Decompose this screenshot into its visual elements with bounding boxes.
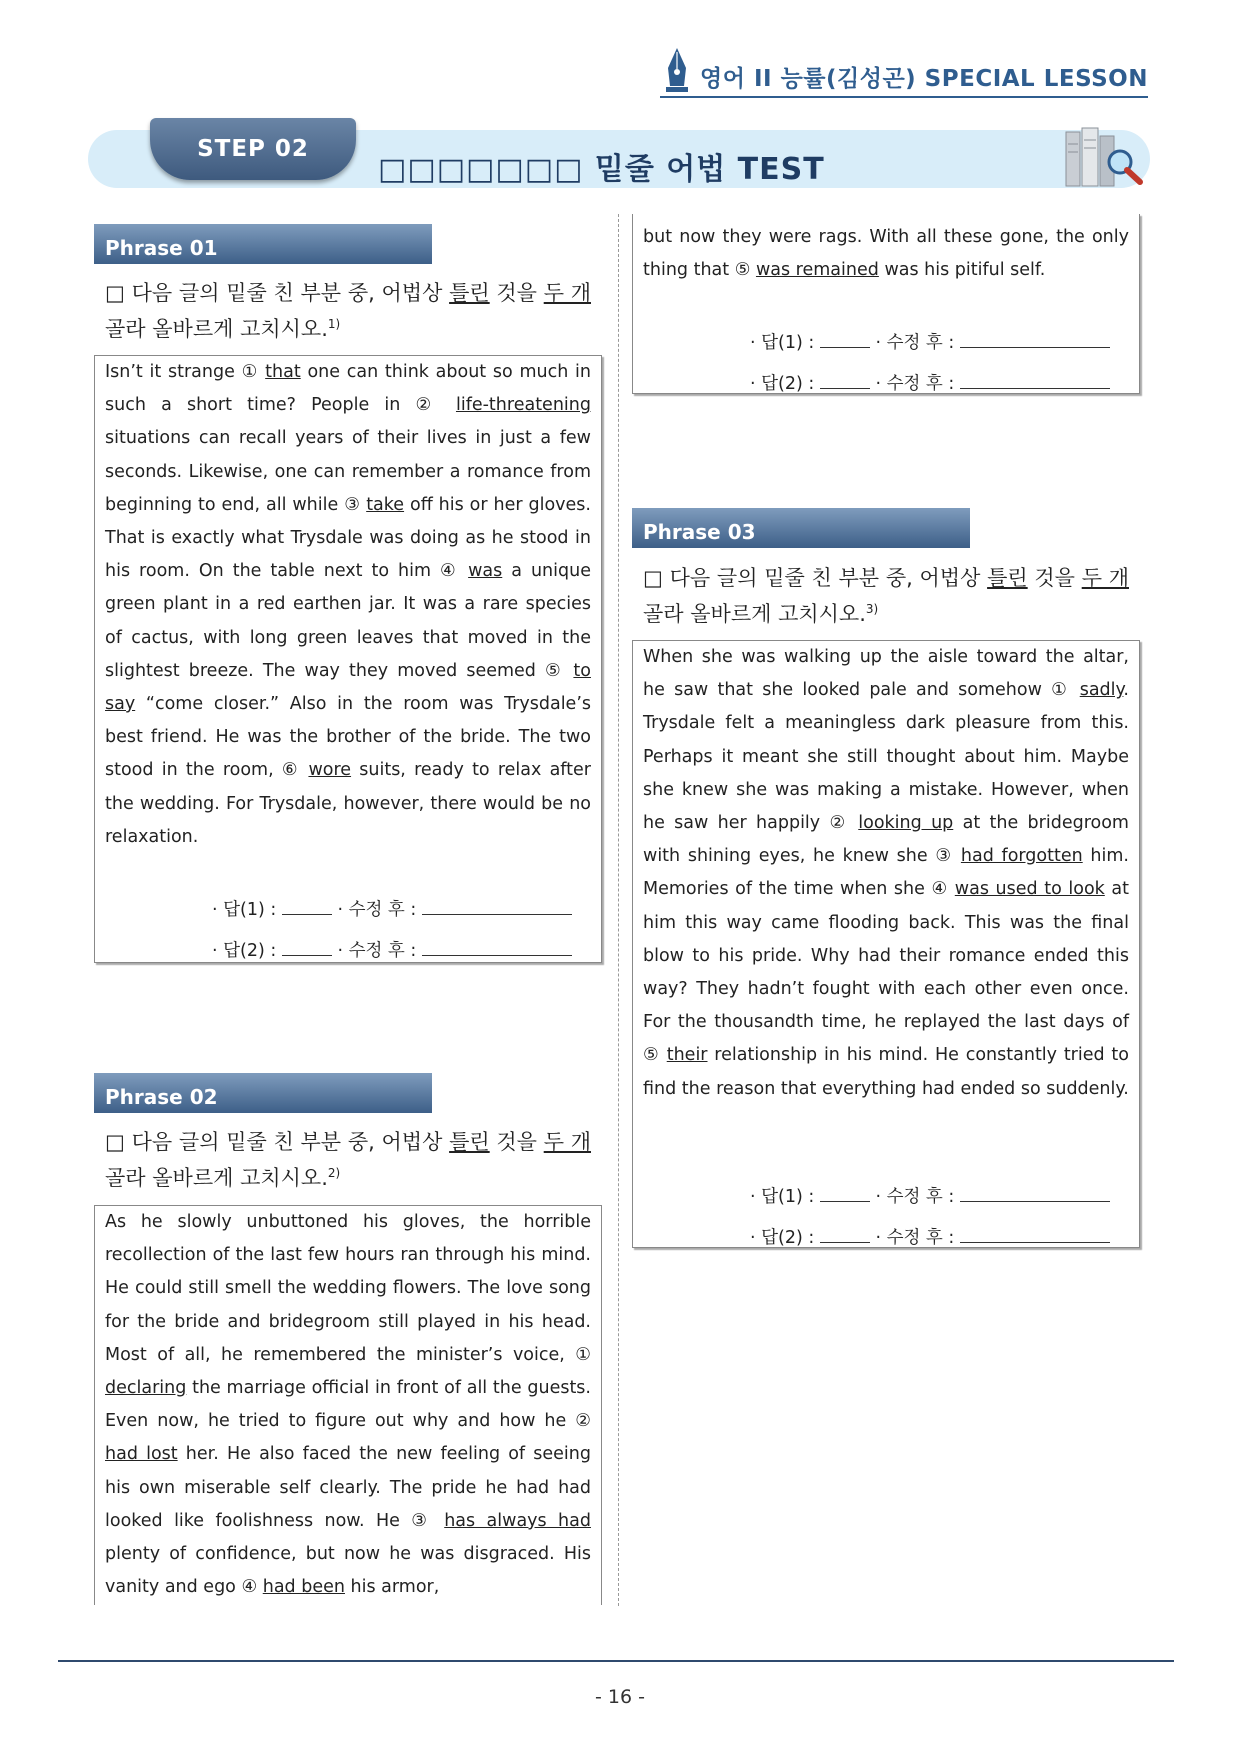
phrase-01-answer-2: · 답(2) : · 수정 후 : [212,937,572,962]
correction-blank[interactable] [422,937,572,956]
correction-blank[interactable] [960,1183,1110,1202]
answer-blank[interactable] [282,937,332,956]
phrase-01-instruction: □ 다음 글의 밑줄 친 부분 중, 어법상 틀린 것을 두 개 골라 올바르게 고치시오.$^{1)}$ [105,281,591,341]
banner-title: □□□□□□□ 밑줄 어법 TEST [378,152,825,187]
phrase-02-passage-continued: but now they were rags. With all these gone, the only thing that ⑤ was remained was his pitiful self. [643,227,1129,281]
phrase-01-answer-1: · 답(1) : · 수정 후 : [212,896,572,921]
phrase-02-answer-2: · 답(2) : · 수정 후 : [750,370,1110,395]
correction-blank[interactable] [960,370,1110,389]
correction-blank[interactable] [422,896,572,915]
header-title: 영어 II 능률(김성곤) SPECIAL LESSON [700,66,1148,92]
phrase-02-instruction: □ 다음 글의 밑줄 친 부분 중, 어법상 틀린 것을 두 개 골라 올바르게 고치시오.$^{2)}$ [105,1130,591,1190]
footer-rule [58,1660,1174,1662]
phrase-02-passage: As he slowly unbuttoned his gloves, the horrible recollection of the last few hours ran through his mind. He could still smell the wedding flowers. The love song for the bride and bridegroom still played in his head. Most of all, he remembered the minister’s voice, ① declaring the marriage official in front of all the guests. Even now, he tried to figure out why and how he ② had lost her. He also faced the new feeling of seeing his own miserable self clearly. The pride he had had looked like foolishness now. He ③ has always had plenty of confidence, but now he was disgraced. His vanity and ego ④ had been his armor, [105,1212,591,1598]
phrase-02-heading: Phrase 02 [94,1073,432,1113]
phrase-03-instruction: □ 다음 글의 밑줄 친 부분 중, 어법상 틀린 것을 두 개 골라 올바르게 고치시오.$^{3)}$ [643,566,1129,626]
fountain-pen-icon [662,46,692,96]
phrase-02-answer-1: · 답(1) : · 수정 후 : [750,329,1110,354]
answer-blank[interactable] [820,370,870,389]
header-rule [660,96,1148,98]
correction-blank[interactable] [960,1224,1110,1243]
answer-blank[interactable] [820,1183,870,1202]
phrase-01-passage: Isn’t it strange ① that one can think about so much in such a short time? People in ② life-threatening situations can recall years of their lives in just a few seconds. Likewise, one can remember a romance from beginning to end, all while ③ take off his or her gloves. That is exactly what Trysdale was doing as he stood in his room. On the table next to him ④ was a unique green plant in a red earthen jar. It was a rare species of cactus, with long green leaves that moved in the slightest breeze. The way they moved seemed ⑤ to say “come closer.” Also in the room was Trysdale’s best friend. He was the brother of the bride. The two stood in the room, ⑥ wore suits, ready to relax after the wedding. For Trysdale, however, there would be no relaxation. [105,362,591,847]
answer-blank[interactable] [282,896,332,915]
column-divider [618,214,619,1606]
books-magnifier-icon [1060,124,1148,190]
phrase-03-answer-2: · 답(2) : · 수정 후 : [750,1224,1110,1249]
phrase-03-heading: Phrase 03 [632,508,970,548]
phrase-03-answer-1: · 답(1) : · 수정 후 : [750,1183,1110,1208]
answer-blank[interactable] [820,1224,870,1243]
page-number: - 16 - [595,1686,645,1708]
correction-blank[interactable] [960,329,1110,348]
phrase-01-heading: Phrase 01 [94,224,432,264]
step-tab: STEP 02 [150,118,356,180]
phrase-03-passage: When she was walking up the aisle toward the altar, he saw that she looked pale and somehow ① sadly. Trysdale felt a meaningless dark pleasure from this. Perhaps it meant she still thought about him. Maybe she knew she was making a mistake. However, when he saw her happily ② looking up at the bridegroom with shining eyes, he knew she ③ had forgotten him. Memories of the time when she ④ was used to look at him this way came flooding back. This was the final blow to his pride. Why had their romance ended this way? They hadn’t fought with each other even once. For the thousandth time, he replayed the last days of ⑤ their relationship in his mind. He constantly tried to find the reason that everything had ended so suddenly. [643,647,1129,1099]
answer-blank[interactable] [820,329,870,348]
